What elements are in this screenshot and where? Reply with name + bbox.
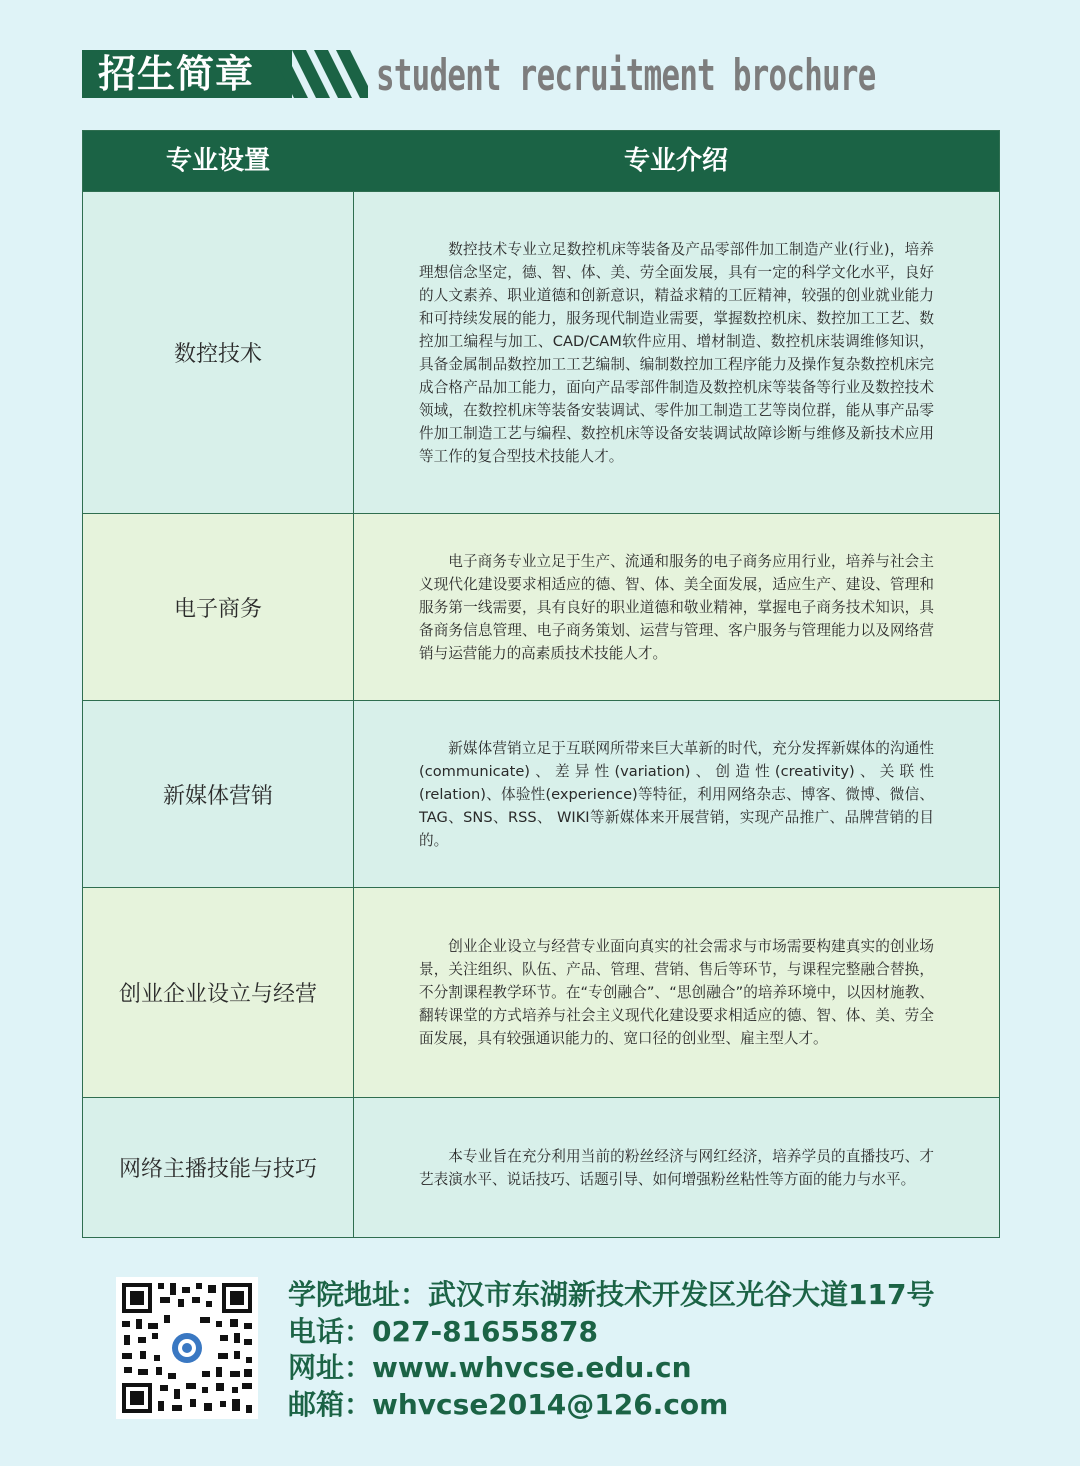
major-name: 新媒体营销 [83,701,354,887]
col-header-intro: 专业介绍 [623,146,728,176]
table-row [83,513,999,700]
majors-table [82,130,1000,1238]
table-row [83,191,999,513]
major-description: 电子商务专业立足于生产、流通和服务的电子商务应用行业，培养与社会主义现代化建设要求相适应的德、智、体、美全面发展，适应生产、建设、管理和服务第一线需要，具有良好的职业道德和敬业精神，掌握电子商务技术知识，具备商务信息管理、电子商务策划、运营与管理、客户服务与管理能力以及网络营销与运营能力的高素质技术技能人才。 [419,552,934,662]
contact-info [288,1277,934,1423]
major-name: 电子商务 [83,514,354,700]
table-row [83,887,999,1097]
major-description: 新媒体营销立足于互联网所带来巨大革新的时代，充分发挥新媒体的沟通性(communicate)、差异性(variation)、创造性(creativity)、关联性(relation)、体验性(experience)等特征，利用网络杂志、博客、微博、微信、TAG、SNS、RSS、 WIKI等新媒体来开展营销，实现产品推广、品牌营销的目的。 [419,739,934,849]
contact-phone: 电话：027-81655878 [288,1314,598,1348]
qr-code-icon [116,1277,258,1419]
page-title: 招生简章 [98,52,255,96]
contact-email: 邮箱：whvcse2014@126.com [288,1387,729,1421]
table-header [83,131,999,191]
major-description: 数控技术专业立足数控机床等装备及产品零部件加工制造产业(行业)，培养理想信念坚定，德、智、体、美、劳全面发展，具有一定的科学文化水平，良好的人文素养、职业道德和创新意识，精益求精的工匠精神，较强的创业就业能力和可持续发展的能力，服务现代制造业需要，掌握数控机床、数控加工工艺、数控加工编程与加工、CAD/CAM软件应用、增材制造、数控机床装调维修知识，具备金属制品数控加工工艺编制、编制数控加工程序能力及操作复杂数控机床完成合格产品加工能力，面向产品零部件制造及数控机床等装备等行业及数控技术领域，在数控机床等装备安装调试、零件加工制造工艺等岗位群，能从事产品零件加工制造工艺与编程、数控机床等设备安装调试故障诊断与维修及新技术应用等工作的复合型技术技能人才。 [419,240,934,465]
contact-address: 学院地址：武汉市东湖新技术开发区光谷大道117号 [288,1278,935,1311]
page-subtitle: student recruitment brochure [376,50,876,101]
major-name: 数控技术 [83,192,354,513]
col-header-major: 专业设置 [165,146,270,176]
major-name: 创业企业设立与经营 [83,888,354,1097]
table-row [83,700,999,887]
major-description: 创业企业设立与经营专业面向真实的社会需求与市场需要构建真实的创业场景，关注组织、队伍、产品、管理、营销、售后等环节，与课程完整融合替换，不分割课程教学环节。在“专创融合”、“思创融合”的培养环境中，以因材施教、翻转课堂的方式培养与社会主义现代化建设要求相适应的德、智、体、美、劳全面发展，具有较强通识能力的、宽口径的创业型、雇主型人才。 [419,938,934,1047]
major-description: 本专业旨在充分利用当前的粉丝经济与网红经济，培养学员的直播技巧、才艺表演水平、说话技巧、话题引导、如何增强粉丝粘性等方面的能力与水平。 [419,1147,934,1188]
contact-website: 网址：www.whvcse.edu.cn [288,1351,692,1384]
major-name: 网络主播技能与技巧 [83,1098,354,1237]
stripe-decoration [270,50,370,98]
table-row [83,1097,999,1237]
